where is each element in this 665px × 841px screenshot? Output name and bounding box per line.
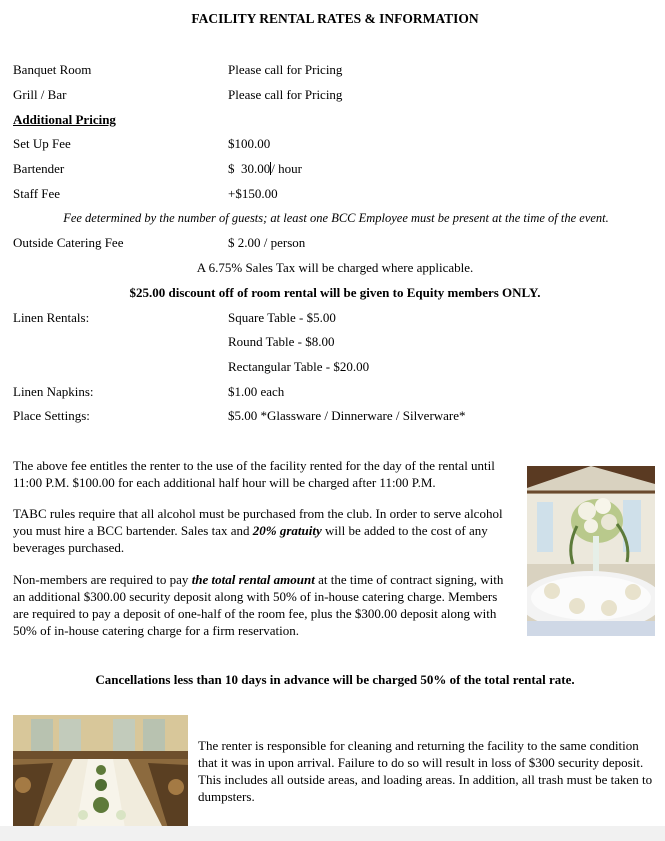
- pricing-value: Square Table - $5.00: [228, 310, 336, 325]
- pricing-row-linen: [13, 310, 653, 328]
- page-bottom-margin: [0, 826, 665, 841]
- document-title: FACILITY RENTAL RATES & INFORMATION: [191, 11, 479, 26]
- pricing-label: Set Up Fee: [13, 136, 71, 151]
- bartender-rate: $ 30.00: [228, 161, 271, 176]
- pricing-label: Banquet Room: [13, 62, 92, 77]
- pricing-label: Linen Napkins:: [13, 384, 94, 399]
- pricing-row-place-settings: [13, 408, 653, 426]
- gratuity-emphasis: 20% gratuity: [252, 523, 322, 538]
- pricing-label: Grill / Bar: [13, 87, 67, 102]
- bartender-unit: / hour: [271, 161, 302, 176]
- pricing-value: $1.00 each: [228, 384, 285, 399]
- deposit-paragraph: [13, 571, 513, 639]
- additional-pricing-heading: [13, 112, 653, 130]
- text-span: Non-members are required to pay: [13, 572, 192, 587]
- pricing-row-staff: [13, 186, 653, 204]
- pricing-value: Rectangular Table - $20.00: [228, 359, 370, 374]
- cancellation-note: Cancellations less than 10 days in advance will be charged 50% of the total rental rate.: [95, 672, 575, 687]
- sales-tax-note: A 6.75% Sales Tax will be charged where applicable.: [196, 260, 474, 275]
- round-table-photo-graphic: [527, 466, 655, 636]
- pricing-value: $5.00 *Glassware / Dinnerware / Silverware*: [228, 408, 466, 423]
- alcohol-paragraph: [13, 505, 518, 556]
- pricing-value: $100.00: [228, 136, 271, 151]
- pricing-value: Please call for Pricing: [228, 87, 343, 102]
- pricing-row-napkins: [13, 384, 653, 402]
- pricing-row-setup: [13, 136, 653, 154]
- rental-hours-paragraph: The above fee entitles the renter to the use of the facility rented for the day of the rental until 11:00 P.M. $100.00 for each additional half hour will be charged after 11:00 P.M.: [13, 458, 495, 490]
- pricing-label: Bartender: [13, 161, 65, 176]
- banquet-table-photo: [13, 715, 188, 828]
- pricing-row-linen-rect: [13, 359, 653, 377]
- total-amount-emphasis: the total rental amount: [191, 572, 315, 587]
- pricing-value: +$150.00: [228, 186, 278, 201]
- text-span: will be added to the cost of any beverages purchased.: [13, 523, 488, 555]
- pricing-label: Linen Rentals:: [13, 310, 90, 325]
- pricing-row-banquet: [13, 62, 653, 80]
- pricing-label: Outside Catering Fee: [13, 235, 124, 250]
- pricing-value: [228, 161, 302, 177]
- pricing-label: Staff Fee: [13, 186, 61, 201]
- pricing-row-grill: [13, 87, 653, 105]
- pricing-label: Place Settings:: [13, 408, 90, 423]
- pricing-value: Round Table - $8.00: [228, 334, 335, 349]
- round-table-photo: [527, 466, 655, 636]
- pricing-row-bartender: [13, 161, 653, 179]
- staff-fee-note: Fee determined by the number of guests; at least one BCC Employee must be present at the time of the event.: [63, 211, 609, 225]
- pricing-row-linen-round: [13, 334, 653, 352]
- discount-note: $25.00 discount off of room rental will be given to Equity members ONLY.: [129, 285, 541, 300]
- pricing-row-catering: [13, 235, 653, 253]
- section-heading: Additional Pricing: [13, 112, 116, 127]
- cleaning-paragraph: The renter is responsible for cleaning and returning the facility to the same condition that it was in upon arrival. Failure to do so will result in loss of $300 security deposit. This includes all outside areas, and loading areas. In addition, all trash must be taken to dumpsters.: [198, 738, 653, 804]
- text-span: TABC rules require that all alcohol must be purchased from the club. In order to serve alcohol you must hire a BCC bartender. Sales tax and: [13, 506, 503, 538]
- pricing-value: $ 2.00 / person: [228, 235, 306, 250]
- text-span: at the time of contract signing, with an additional $300.00 security deposit along with 50% of in-house catering charge. Members are required to pay a deposit of one-half of the room fee, plus the $300.00 deposit along with 50% of in-house catering charge for a firm reservation.: [13, 572, 504, 638]
- pricing-value: Please call for Pricing: [228, 62, 343, 77]
- banquet-table-photo-graphic: [13, 715, 188, 828]
